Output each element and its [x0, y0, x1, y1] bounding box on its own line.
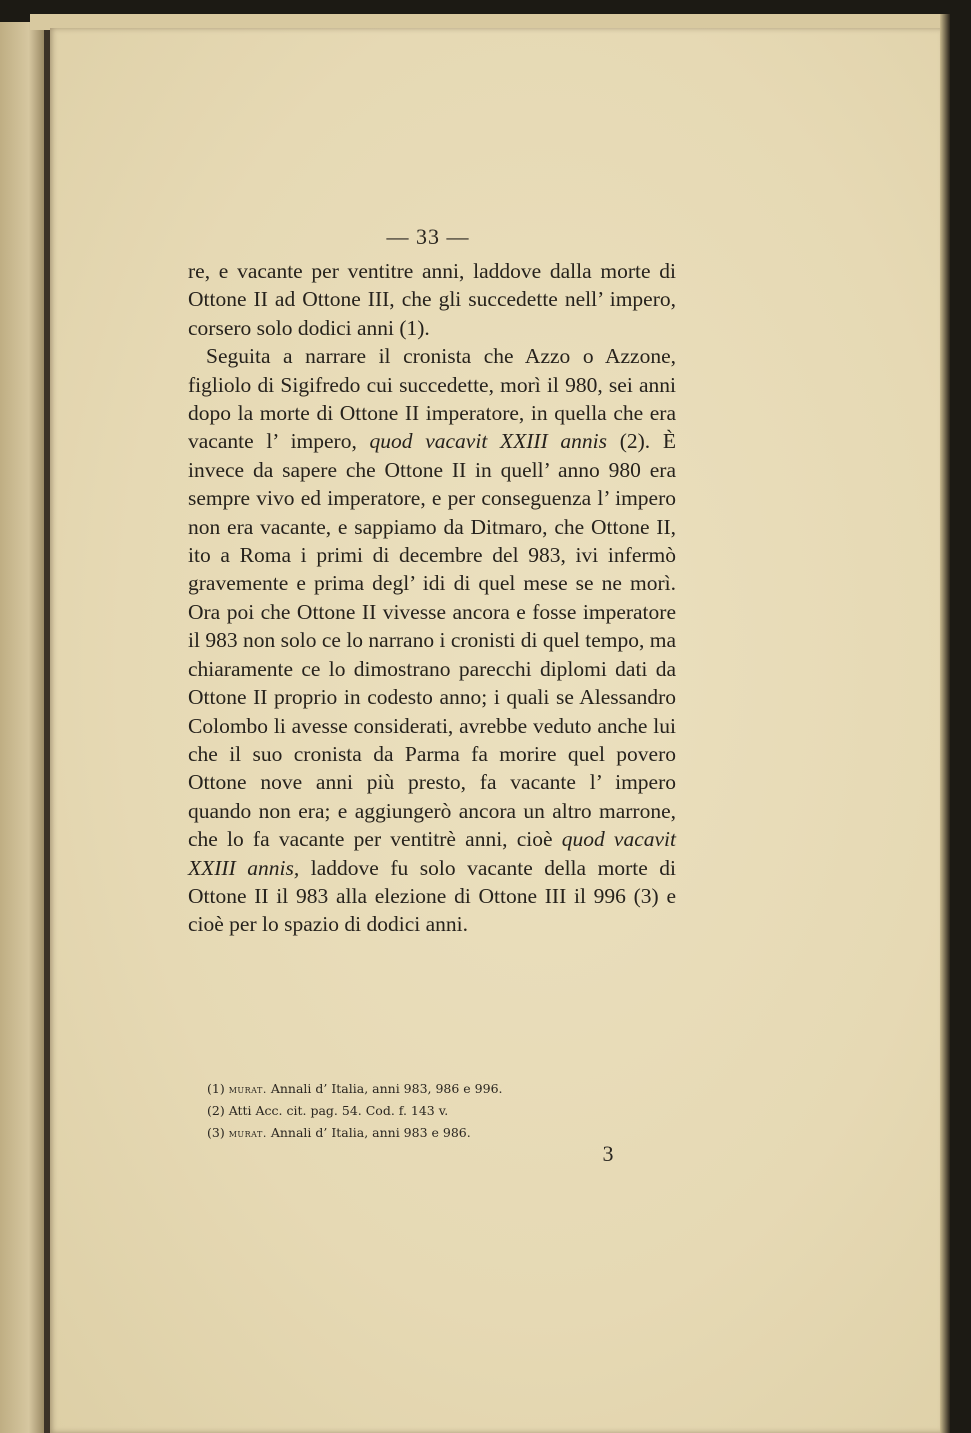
- footnote-author: murat.: [228, 1083, 267, 1096]
- footnote-marker: (2): [207, 1103, 225, 1118]
- body-text: [188, 257, 676, 939]
- page-right-edge: [940, 14, 950, 1433]
- text-segment: Seguita a narrare il cronista che Azzo o Azzone, figliolo di Sigifredo cui succedette, morì il 980, sei anni dopo la morte di Ottone II imperatore, in quella che era vacante l’ impero,: [188, 344, 676, 454]
- footnote-2: [207, 1100, 627, 1122]
- signature-mark: 3: [602, 1141, 614, 1166]
- text-segment: (2). È invece da sapere che Ottone II in quell’ anno 980 era sempre vivo ed imperatore, e per conseguenza l’ impero non era vacante, e sappiamo da Ditmaro, che Ottone II, ito a Roma i primi di decembre del 983, ivi infermò gravemente e prima degl’ idi di quel mese se ne morì. Ora poi che Ottone II vivesse ancora e fosse imperatore il 983 non solo ce lo narrano i cronisti di quel tempo, ma chiaramente ce lo dimostrano parecchi diplomi dati da Ottone II proprio in codesto anno; i quali se Alessandro Colombo li avesse considerati, avrebbe veduto anche lui che il suo cronista da Parma fa morire quel povero Ottone nove anni più presto, fa vacante l’ impero quando non era; e aggiungerò ancora un altro marrone, che lo fa vacante per ventitrè anni, cioè: [188, 429, 676, 852]
- paragraph-2: [188, 342, 676, 939]
- footnote-1: [207, 1078, 627, 1100]
- latin-quote: quod vacavit XXIII annis,: [188, 827, 676, 880]
- text-segment: laddove fu solo vacante della morte di Ottone II il 983 alla elezione di Ottone III il 996 (3) e cioè per lo spazio di dodici anni.: [188, 855, 676, 937]
- page-number: — 33 —: [386, 224, 470, 249]
- footnote-text: Annali d’ Italia, anni 983 e 986.: [270, 1125, 471, 1140]
- footnote-3: [207, 1122, 627, 1144]
- footnotes: [207, 1078, 627, 1144]
- paragraph-1: [188, 257, 676, 342]
- latin-quote: quod vacavit XXIII annis: [369, 429, 608, 454]
- footnote-text: Annali d’ Italia, anni 983, 986 e 996.: [270, 1081, 503, 1096]
- footnote-text: Atti Acc. cit. pag. 54. Cod. f. 143 v.: [228, 1103, 449, 1118]
- footnote-marker: (3): [207, 1125, 225, 1140]
- footnote-author: murat.: [228, 1127, 267, 1140]
- footnote-marker: (1): [207, 1081, 225, 1096]
- text-segment: re, e vacante per ventitre anni, laddove dalla morte di Ottone II ad Ottone III, che gli succedette nell’ impero, corsero solo dodici anni (1).: [188, 259, 676, 340]
- facing-page-edge: [0, 22, 48, 1433]
